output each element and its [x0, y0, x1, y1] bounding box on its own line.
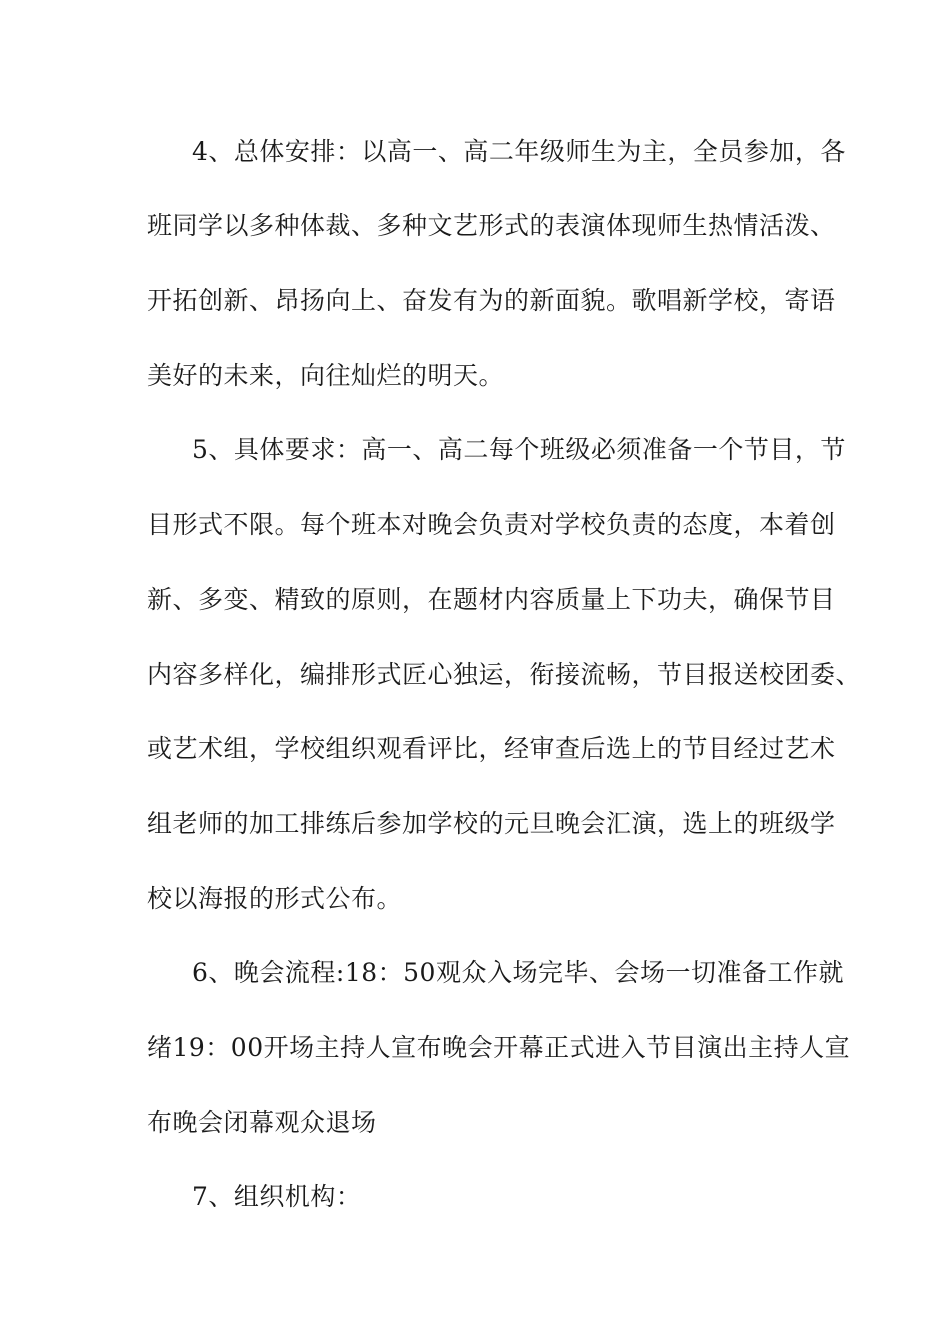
- paragraph-6-line-2: 绪19：00开场主持人宣布晚会开幕正式进入节目演出主持人宣: [147, 1033, 851, 1062]
- paragraph-4-line-3: 开拓创新、昂扬向上、奋发有为的新面貌。歌唱新学校，寄语: [147, 286, 836, 315]
- paragraph-6-line-3: 布晚会闭幕观众退场: [147, 1108, 377, 1137]
- paragraph-5-line-2: 目形式不限。每个班本对晚会负责对学校负责的态度，本着创: [147, 510, 836, 539]
- paragraph-5-line-4: 内容多样化，编排形式匠心独运，衔接流畅，节目报送校团委、: [147, 660, 862, 689]
- paragraph-4-line-4: 美好的未来，向往灿烂的明天。: [147, 361, 505, 390]
- paragraph-7-line-1: 7、组织机构：: [192, 1182, 362, 1211]
- paragraph-5-line-3: 新、多变、精致的原则，在题材内容质量上下功夫，确保节目: [147, 585, 836, 614]
- paragraph-6-line-1: 6、晚会流程:18：50观众入场完毕、会场一切准备工作就: [192, 958, 844, 987]
- paragraph-5-line-6: 组老师的加工排练后参加学校的元旦晚会汇演，选上的班级学: [147, 809, 836, 838]
- paragraph-5-line-7: 校以海报的形式公布。: [147, 884, 403, 913]
- paragraph-4-line-2: 班同学以多种体裁、多种文艺形式的表演体现师生热情活泼、: [147, 211, 836, 240]
- paragraph-5-line-5: 或艺术组，学校组织观看评比，经审查后选上的节目经过艺术: [147, 734, 836, 763]
- paragraph-5-line-1: 5、具体要求：高一、高二每个班级必须准备一个节目，节: [192, 435, 846, 464]
- paragraph-4-line-1: 4、总体安排：以高一、高二年级师生为主，全员参加，各: [192, 137, 846, 166]
